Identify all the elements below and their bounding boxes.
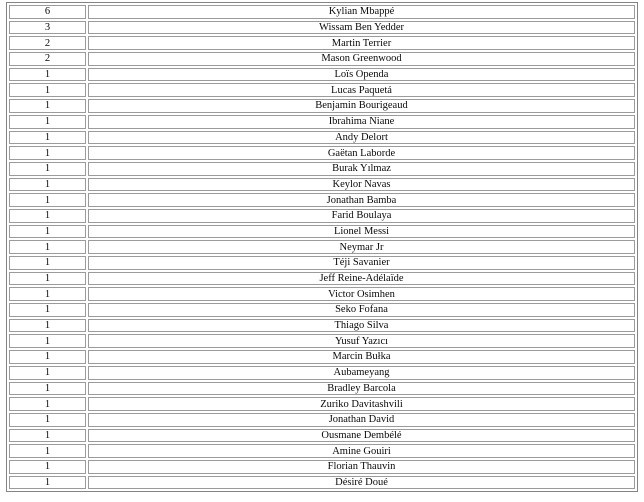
- goal-count-cell: 1: [9, 68, 86, 82]
- goal-count-cell: 1: [9, 256, 86, 270]
- table-row: [9, 209, 635, 223]
- table-row: [9, 5, 635, 19]
- table-row: [9, 162, 635, 176]
- table-row: [9, 476, 635, 490]
- player-name-cell: Jonathan Bamba: [88, 193, 635, 207]
- goal-count-cell: 2: [9, 52, 86, 66]
- player-name-cell: Amine Gouiri: [88, 444, 635, 458]
- table-row: [9, 68, 635, 82]
- goal-count-cell: 1: [9, 99, 86, 113]
- player-name-cell: Lucas Paquetá: [88, 83, 635, 97]
- table-row: [9, 115, 635, 129]
- player-name-cell: Burak Yılmaz: [88, 162, 635, 176]
- table-row: [9, 287, 635, 301]
- player-name-cell: Victor Osimhen: [88, 287, 635, 301]
- player-name-cell: Aubameyang: [88, 366, 635, 380]
- player-name-cell: Bradley Barcola: [88, 382, 635, 396]
- table-row: [9, 99, 635, 113]
- scorers-table: [6, 2, 638, 492]
- goal-count-cell: 1: [9, 193, 86, 207]
- goal-count-cell: 1: [9, 146, 86, 160]
- goal-count-cell: 1: [9, 240, 86, 254]
- table-row: [9, 444, 635, 458]
- goal-count-cell: 1: [9, 115, 86, 129]
- table-row: [9, 52, 635, 66]
- goal-count-cell: 3: [9, 21, 86, 35]
- player-name-cell: Yusuf Yazıcı: [88, 334, 635, 348]
- player-name-cell: Seko Fofana: [88, 303, 635, 317]
- table-row: [9, 460, 635, 474]
- page: [0, 2, 644, 492]
- player-name-cell: Farid Boulaya: [88, 209, 635, 223]
- table-row: [9, 256, 635, 270]
- player-name-cell: Florian Thauvin: [88, 460, 635, 474]
- goal-count-cell: 1: [9, 303, 86, 317]
- player-name-cell: Mason Greenwood: [88, 52, 635, 66]
- table-row: [9, 382, 635, 396]
- goal-count-cell: 1: [9, 397, 86, 411]
- goal-count-cell: 1: [9, 209, 86, 223]
- goal-count-cell: 1: [9, 413, 86, 427]
- player-name-cell: Lionel Messi: [88, 225, 635, 239]
- goal-count-cell: 1: [9, 334, 86, 348]
- player-name-cell: Wissam Ben Yedder: [88, 21, 635, 35]
- goal-count-cell: 6: [9, 5, 86, 19]
- goal-count-cell: 1: [9, 382, 86, 396]
- player-name-cell: Neymar Jr: [88, 240, 635, 254]
- table-row: [9, 303, 635, 317]
- goal-count-cell: 1: [9, 178, 86, 192]
- goal-count-cell: 1: [9, 83, 86, 97]
- table-row: [9, 413, 635, 427]
- player-name-cell: Marcin Bułka: [88, 350, 635, 364]
- player-name-cell: Keylor Navas: [88, 178, 635, 192]
- goal-count-cell: 1: [9, 319, 86, 333]
- player-name-cell: Jeff Reine-Adélaïde: [88, 272, 635, 286]
- player-name-cell: Thiago Silva: [88, 319, 635, 333]
- player-name-cell: Téji Savanier: [88, 256, 635, 270]
- goal-count-cell: 1: [9, 131, 86, 145]
- goal-count-cell: 1: [9, 444, 86, 458]
- player-name-cell: Gaëtan Laborde: [88, 146, 635, 160]
- player-name-cell: Andy Delort: [88, 131, 635, 145]
- goal-count-cell: 1: [9, 225, 86, 239]
- player-name-cell: Loïs Openda: [88, 68, 635, 82]
- table-row: [9, 36, 635, 50]
- table-body: [9, 5, 635, 489]
- goal-count-cell: 1: [9, 429, 86, 443]
- table-row: [9, 225, 635, 239]
- goal-count-cell: 1: [9, 162, 86, 176]
- table-row: [9, 319, 635, 333]
- goal-count-cell: 1: [9, 460, 86, 474]
- player-name-cell: Zuriko Davitashvili: [88, 397, 635, 411]
- goal-count-cell: 1: [9, 287, 86, 301]
- table-row: [9, 397, 635, 411]
- goal-count-cell: 1: [9, 350, 86, 364]
- table-row: [9, 240, 635, 254]
- table-row: [9, 350, 635, 364]
- player-name-cell: Benjamin Bourigeaud: [88, 99, 635, 113]
- table-row: [9, 193, 635, 207]
- table-row: [9, 146, 635, 160]
- goal-count-cell: 2: [9, 36, 86, 50]
- table-row: [9, 131, 635, 145]
- goal-count-cell: 1: [9, 272, 86, 286]
- table-row: [9, 21, 635, 35]
- table-row: [9, 272, 635, 286]
- table-row: [9, 334, 635, 348]
- table-row: [9, 429, 635, 443]
- table-row: [9, 366, 635, 380]
- goal-count-cell: 1: [9, 476, 86, 490]
- goal-count-cell: 1: [9, 366, 86, 380]
- player-name-cell: Ibrahima Niane: [88, 115, 635, 129]
- player-name-cell: Désiré Doué: [88, 476, 635, 490]
- player-name-cell: Jonathan David: [88, 413, 635, 427]
- player-name-cell: Martin Terrier: [88, 36, 635, 50]
- player-name-cell: Ousmane Dembélé: [88, 429, 635, 443]
- table-row: [9, 83, 635, 97]
- table-row: [9, 178, 635, 192]
- player-name-cell: Kylian Mbappé: [88, 5, 635, 19]
